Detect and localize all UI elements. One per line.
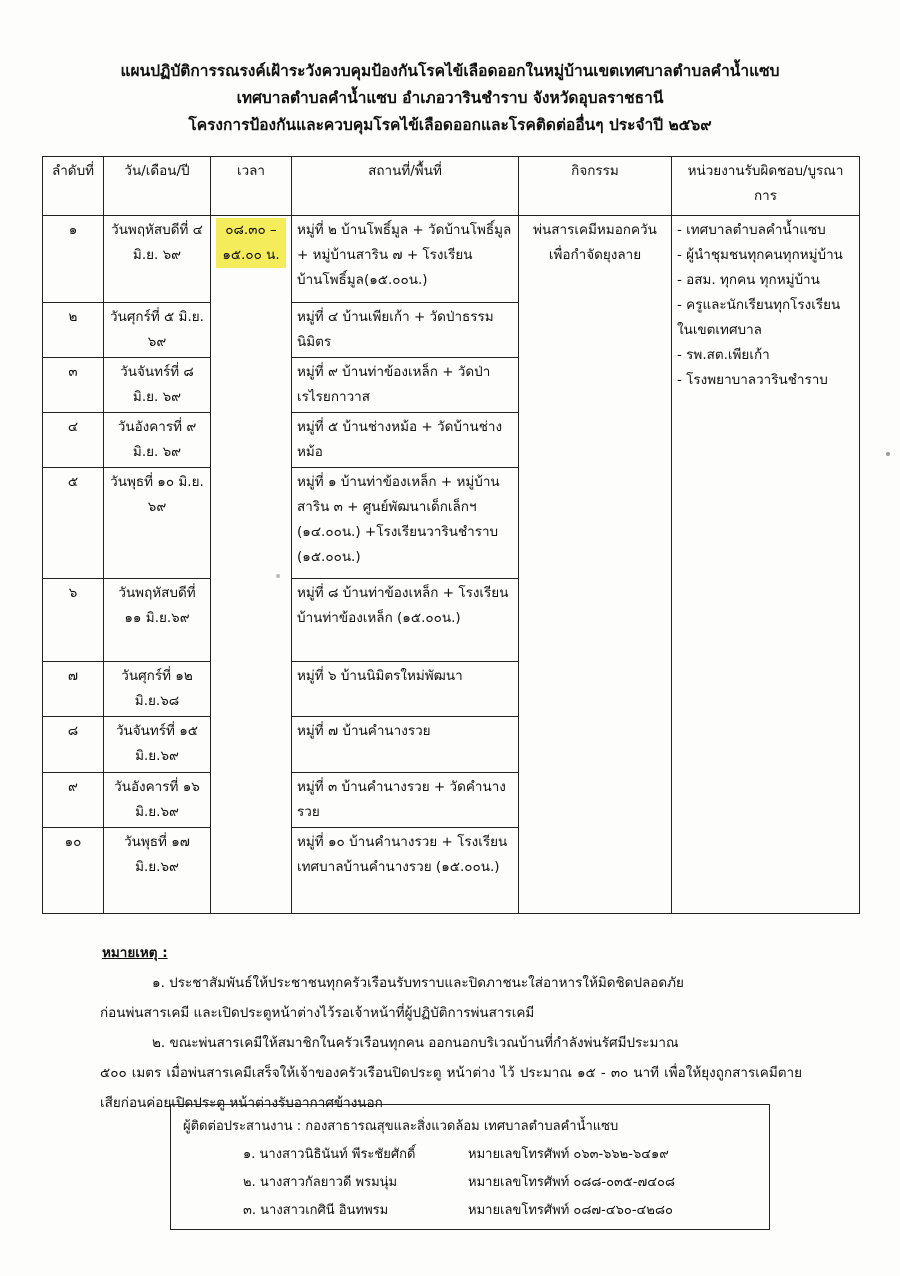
row-place: หมู่ที่ ๕ บ้านช่างหม้อ + วัดบ้านช่างหม้อ: [292, 413, 519, 468]
contact-person: [183, 1197, 757, 1225]
responsible-item: - เทศบาลตำบลคำน้ำแซบ: [677, 222, 826, 238]
row-place: หมู่ที่ ๑ บ้านท่าข้องเหล็ก + หมู่บ้านสาริน ๓ + ศูนย์พัฒนาเด็กเล็กฯ (๑๔.๐๐น.) +โรงเรียนวารินชำราบ (๑๕.๐๐น.): [292, 468, 519, 579]
row-place: หมู่ที่ ๘ บ้านท่าข้องเหล็ก + โรงเรียนบ้านท่าข้องเหล็ก (๑๕.๐๐น.): [292, 579, 519, 662]
activity-cell: พ่นสารเคมีหมอกควันเพื่อกำจัดยุงลาย: [519, 216, 672, 914]
row-date: วันพุธที่ ๑๗ มิ.ย.๖๙: [104, 828, 211, 914]
row-number: ๓: [43, 358, 104, 413]
title-line-2: เทศบาลตำบลคำน้ำแซบ อำเภอวารินชำราบ จังหวัดอุบลราชธานี: [236, 89, 664, 107]
row-number: ๕: [43, 468, 104, 579]
row-place: หมู่ที่ ๒ บ้านโพธิ์มูล + วัดบ้านโพธิ์มูล + หมู่บ้านสาริน ๗ + โรงเรียนบ้านโพธิ์มูล(๑๕.๐๐น.): [292, 216, 519, 303]
title-line-1: แผนปฏิบัติการรณรงค์เฝ้าระวังควบคุมป้องกันโรคไข้เลือดออกในหมู่บ้านเขตเทศบาลตำบลคำน้ำแซบ: [120, 62, 780, 80]
table-header-row: [43, 157, 860, 216]
row-number: ๑: [43, 216, 104, 303]
contact-person: [183, 1141, 757, 1169]
row-place: หมู่ที่ ๖ บ้านนิมิตรใหม่พัฒนา: [292, 662, 519, 717]
row-number: ๑๐: [43, 828, 104, 914]
row-number: ๔: [43, 413, 104, 468]
row-number: ๖: [43, 579, 104, 662]
row-place: หมู่ที่ ๑๐ บ้านคำนางรวย + โรงเรียนเทศบาลบ้านคำนางรวย (๑๕.๐๐น.): [292, 828, 519, 914]
responsible-item: - รพ.สต.เพียเก้า: [677, 347, 770, 363]
time-highlight: ๐๘.๓๐ – ๑๕.๐๐ น.: [216, 218, 286, 268]
note-item-1-continued: ก่อนพ่นสารเคมี และเปิดประตูหน้าต่างไว้รอเจ้าหน้าที่ผู้ปฏิบัติการพ่นสารเคมี: [100, 1005, 535, 1021]
scan-speck: [276, 574, 280, 578]
header-responsible: หน่วยงานรับผิดชอบ/บูรณาการ: [672, 157, 860, 216]
responsible-cell: [672, 216, 860, 914]
responsible-item: - ครูและนักเรียนทุกโรงเรียนในเขตเทศบาล: [677, 297, 841, 338]
contact-person: [183, 1169, 757, 1197]
table-row: [43, 216, 860, 303]
row-date: วันศุกร์ที่ ๕ มิ.ย. ๖๙: [104, 303, 211, 358]
note-item-1: ๑. ประชาสัมพันธ์ให้ประชาชนทุกครัวเรือนรับทราบและปิดภาชนะใส่อาหารให้มิดชิดปลอดภัย: [152, 975, 684, 991]
row-date: วันศุกร์ที่ ๑๒ มิ.ย.๖๘: [104, 662, 211, 717]
contact-name: ๑. นางสาวนิธินันท์ พีระชัยศักดิ์: [243, 1147, 416, 1162]
header-order: ลำดับที่: [43, 157, 104, 216]
title-line-3: โครงการป้องกันและควบคุมโรคไข้เลือดออกและโรคติดต่ออื่นๆ ประจำปี ๒๕๖๙: [188, 116, 712, 134]
schedule-table: [42, 156, 860, 914]
row-date: วันพุธที่ ๑๐ มิ.ย. ๖๙: [104, 468, 211, 579]
contact-name: ๓. นางสาวเกศินี อินทพรม: [243, 1203, 389, 1218]
document-title: [0, 58, 900, 139]
contact-phone: หมายเลขโทรศัพท์ ๐๘๗-๔๖๐-๔๒๘๐: [468, 1203, 673, 1218]
row-date: วันอังคารที่ ๑๖ มิ.ย.๖๙: [104, 773, 211, 828]
responsible-item: - โรงพยาบาลวารินชำราบ: [677, 372, 828, 388]
row-place: หมู่ที่ ๔ บ้านเพียเก้า + วัดป่าธรรมนิมิตร: [292, 303, 519, 358]
contact-name: ๒. นางสาวกัลยาวดี พรมนุ่ม: [243, 1175, 398, 1190]
row-place: หมู่ที่ ๗ บ้านคำนางรวย: [292, 717, 519, 773]
row-place: หมู่ที่ ๓ บ้านคำนางรวย + วัดคำนางรวย: [292, 773, 519, 828]
responsible-item: - อสม. ทุกคน ทุกหมู่บ้าน: [677, 272, 820, 288]
row-date: วันจันทร์ที่ ๘ มิ.ย. ๖๙: [104, 358, 211, 413]
time-cell: [211, 216, 292, 914]
row-number: ๒: [43, 303, 104, 358]
note-item-2-continued: ๕๐๐ เมตร เมื่อพ่นสารเคมีเสร็จให้เจ้าของครัวเรือนปิดประตู หน้าต่าง ไว้ ประมาณ ๑๕ - ๓๐ นาที เพื่อให้ยุงถูกสารเคมีตายเสียก่อนค่อยเปิดประตู หน้าต่างรับอากาศข้างนอก: [100, 1065, 802, 1111]
responsible-item: - ผู้นำชุมชนทุกคนทุกหมู่บ้าน: [677, 247, 843, 263]
row-date: วันพฤหัสบดีที่ ๔ มิ.ย. ๖๙: [104, 216, 211, 303]
row-number: ๗: [43, 662, 104, 717]
header-date: วัน/เดือน/ปี: [104, 157, 211, 216]
contact-heading: ผู้ติดต่อประสานงาน : กองสาธารณสุขและสิ่งแวดล้อม เทศบาลตำบลคำน้ำแซบ: [183, 1119, 619, 1134]
notes-section: [102, 938, 802, 1118]
row-number: ๙: [43, 773, 104, 828]
row-date: วันพฤหัสบดีที่ ๑๑ มิ.ย.๖๙: [104, 579, 211, 662]
note-item-2: ๒. ขณะพ่นสารเคมีให้สมาชิกในครัวเรือนทุกคน ออกนอกบริเวณบ้านที่กำลังพ่นรัศมีประมาณ: [152, 1035, 679, 1051]
header-place: สถานที่/พื้นที่: [292, 157, 519, 216]
row-date: วันจันทร์ที่ ๑๕ มิ.ย.๖๙: [104, 717, 211, 773]
contact-phone: หมายเลขโทรศัพท์ ๐๖๓-๖๖๒-๖๔๑๙: [468, 1147, 669, 1162]
header-time: เวลา: [211, 157, 292, 216]
row-date: วันอังคารที่ ๙ มิ.ย. ๖๙: [104, 413, 211, 468]
scan-speck: [886, 452, 890, 456]
contact-phone: หมายเลขโทรศัพท์ ๐๘๘-๐๓๕-๗๔๐๘: [468, 1175, 676, 1190]
row-place: หมู่ที่ ๙ บ้านท่าข้องเหล็ก + วัดป่าเรไรยกาวาส: [292, 358, 519, 413]
notes-heading: หมายเหตุ :: [102, 945, 168, 961]
contact-box: [170, 1104, 770, 1230]
row-number: ๘: [43, 717, 104, 773]
header-activity: กิจกรรม: [519, 157, 672, 216]
